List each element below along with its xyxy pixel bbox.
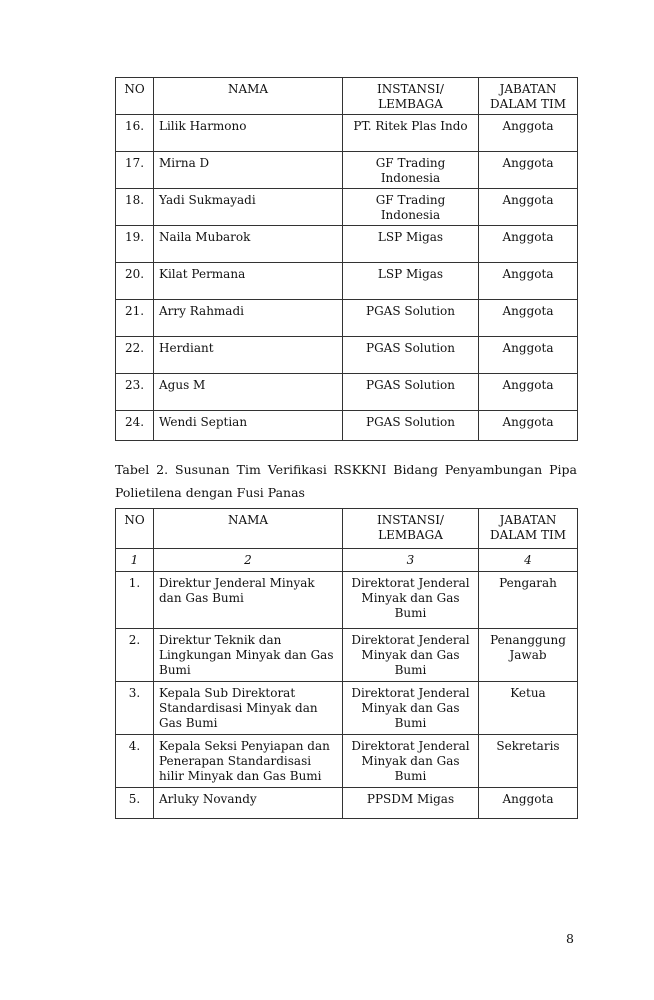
table-row [116,263,578,300]
member-role: Anggota [479,115,578,152]
member-institution: GF Trading Indonesia [343,152,479,189]
member-institution: LSP Migas [343,226,479,263]
member-role: Sekretaris [479,735,578,788]
row-number: 17. [116,152,154,189]
team-table-2 [115,508,578,819]
member-role: Anggota [479,226,578,263]
row-number: 16. [116,115,154,152]
member-name: Lilik Harmono [154,115,343,152]
member-institution: PGAS Solution [343,411,479,441]
team-table-1 [115,77,578,441]
member-role: Anggota [479,300,578,337]
member-name: Mirna D [154,152,343,189]
row-number: 5. [116,788,154,819]
member-institution: Direktorat Jenderal Minyak dan Gas Bumi [343,629,479,682]
header-instansi: INSTANSI/ LEMBAGA [343,78,479,115]
table-row [116,226,578,263]
table-row [116,115,578,152]
member-role: Anggota [479,337,578,374]
member-role: Pengarah [479,572,578,629]
member-role: Anggota [479,263,578,300]
table-row [116,189,578,226]
member-name: Kepala Sub Direktorat Standardisasi Minyak dan Gas Bumi [154,682,343,735]
table-row [116,411,578,441]
member-institution: PGAS Solution [343,374,479,411]
member-role: Anggota [479,152,578,189]
member-institution: LSP Migas [343,263,479,300]
row-number: 18. [116,189,154,226]
table-header-row [116,78,578,115]
member-institution: PT. Ritek Plas Indo [343,115,479,152]
header-nama: NAMA [154,78,343,115]
member-institution: PGAS Solution [343,337,479,374]
member-role: Anggota [479,374,578,411]
member-name: Direktur Teknik dan Lingkungan Minyak dan Gas Bumi [154,629,343,682]
row-number: 24. [116,411,154,441]
member-name: Yadi Sukmayadi [154,189,343,226]
table-row [116,572,578,629]
member-name: Arluky Novandy [154,788,343,819]
member-role: Anggota [479,189,578,226]
header-no: NO [116,78,154,115]
member-name: Kilat Permana [154,263,343,300]
table-row [116,682,578,735]
table-2-caption: Tabel 2. Susunan Tim Verifikasi RSKKNI Bidang Penyambungan Pipa Polietilena dengan Fusi Panas [115,462,577,500]
member-institution: Direktorat Jenderal Minyak dan Gas Bumi [343,572,479,629]
member-role: Penanggung Jawab [479,629,578,682]
page-number: 8 [566,931,574,946]
member-name: Kepala Seksi Penyiapan dan Penerapan Standardisasi hilir Minyak dan Gas Bumi [154,735,343,788]
member-institution: PPSDM Migas [343,788,479,819]
row-number: 23. [116,374,154,411]
column-number: 1 [116,549,154,572]
table-row [116,152,578,189]
row-number: 2. [116,629,154,682]
header-jabatan: JABATAN DALAM TIM [479,78,578,115]
table-row [116,629,578,682]
row-number: 4. [116,735,154,788]
member-name: Naila Mubarok [154,226,343,263]
member-name: Direktur Jenderal Minyak dan Gas Bumi [154,572,343,629]
member-role: Ketua [479,682,578,735]
table-row [116,374,578,411]
member-role: Anggota [479,411,578,441]
member-institution: Direktorat Jenderal Minyak dan Gas Bumi [343,735,479,788]
row-number: 20. [116,263,154,300]
column-number: 2 [154,549,343,572]
member-name: Arry Rahmadi [154,300,343,337]
table-row [116,788,578,819]
member-institution: PGAS Solution [343,300,479,337]
member-name: Agus M [154,374,343,411]
row-number: 21. [116,300,154,337]
table-row [116,337,578,374]
header-instansi: INSTANSI/ LEMBAGA [343,509,479,549]
header-nama: NAMA [154,509,343,549]
header-no: NO [116,509,154,549]
row-number: 19. [116,226,154,263]
row-number: 22. [116,337,154,374]
column-number: 4 [479,549,578,572]
table-row [116,300,578,337]
member-institution: Direktorat Jenderal Minyak dan Gas Bumi [343,682,479,735]
member-name: Wendi Septian [154,411,343,441]
row-number: 3. [116,682,154,735]
table-row [116,735,578,788]
member-institution: GF Trading Indonesia [343,189,479,226]
column-number-row [116,549,578,572]
table-header-row [116,509,578,549]
member-name: Herdiant [154,337,343,374]
header-jabatan: JABATAN DALAM TIM [479,509,578,549]
column-number: 3 [343,549,479,572]
member-role: Anggota [479,788,578,819]
row-number: 1. [116,572,154,629]
